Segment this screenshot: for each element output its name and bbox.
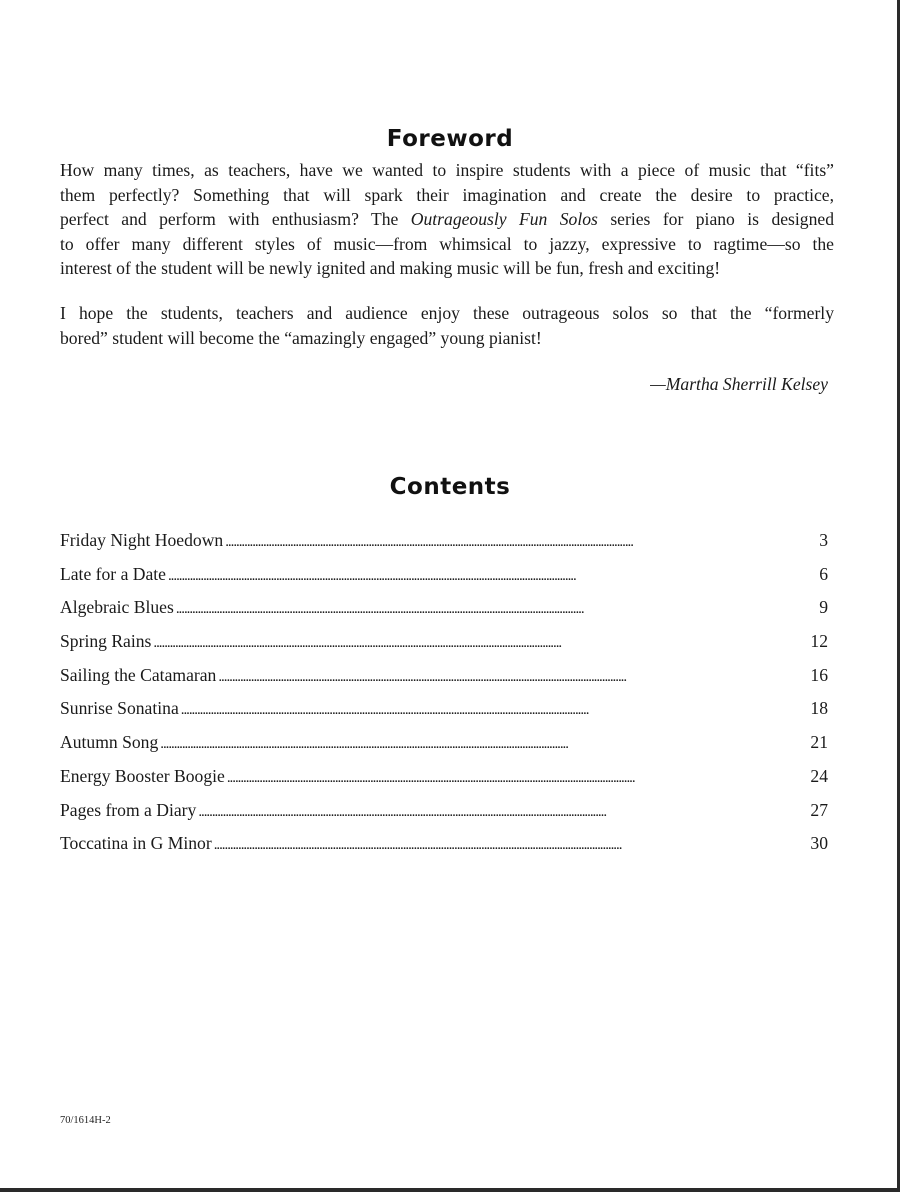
toc-entry-algebraic-blues[interactable] [60, 597, 828, 631]
foreword-heading: Foreword [386, 126, 514, 152]
foreword-signature: —Martha Sherrill Kelsey [650, 374, 828, 394]
foreword-p1-line-4: to offer many different styles of music—from whimsical to jazzy, expressive to ragtime—so the [60, 233, 834, 254]
toc-dot-leader [181, 698, 809, 719]
toc-entry-title: Sunrise Sonatina [60, 698, 179, 719]
toc-entry-title: Energy Booster Boogie [60, 765, 225, 786]
page-edge-bottom [0, 1188, 900, 1192]
toc-dot-leader [198, 800, 808, 821]
toc-dot-leader [218, 665, 808, 686]
toc-entry-page: 16 [810, 664, 828, 685]
foreword-p2-line-2: bored” student will become the “amazingly engaged” young pianist! [60, 327, 542, 348]
toc-entry-sunrise-sonatina[interactable] [60, 698, 828, 732]
toc-entry-page: 27 [810, 799, 828, 820]
toc-entry-sailing-the-catamaran[interactable] [60, 665, 828, 699]
toc-entry-page: 6 [819, 563, 828, 584]
toc-entry-page: 12 [810, 631, 828, 652]
foreword-p1-line-3 [60, 207, 834, 232]
toc-entry-title: Algebraic Blues [60, 597, 174, 618]
toc-entry-spring-rains[interactable] [60, 631, 828, 665]
foreword-paragraph-1 [60, 158, 834, 281]
toc-entry-page: 18 [810, 698, 828, 719]
toc-entry-title: Pages from a Diary [60, 799, 197, 820]
toc-dot-leader [153, 631, 808, 652]
foreword-p2-line-1: I hope the students, teachers and audience enjoy these outrageous solos so that the “formerly [60, 303, 834, 323]
toc-entry-friday-night-hoedown[interactable] [60, 530, 828, 564]
toc-dot-leader [160, 732, 808, 753]
toc-entry-late-for-a-date[interactable] [60, 564, 828, 598]
foreword-p1-line-3-tail: series for piano is designed [597, 209, 834, 230]
foreword-p1-line-1: How many times, as teachers, have we wanted to inspire students with a piece of music that “fits” [60, 160, 834, 180]
toc-entry-title: Late for a Date [60, 563, 166, 584]
toc-entry-title: Spring Rains [60, 631, 152, 652]
toc-entry-title: Toccatina in G Minor [60, 833, 212, 854]
toc-entry-energy-booster-boogie[interactable] [60, 766, 828, 800]
catalog-code: 70/1614H-2 [60, 1115, 111, 1126]
toc-entry-page: 24 [810, 765, 828, 786]
toc-entry-page: 30 [810, 833, 828, 854]
foreword-p1-line-5: interest of the student will be newly ignited and making music will be fun, fresh and exciting! [60, 258, 721, 279]
toc-entry-title: Autumn Song [60, 732, 159, 753]
foreword-p1-line-3-head: perfect and perform with enthusiasm? The [60, 209, 411, 230]
toc-dot-leader [225, 530, 816, 551]
contents-heading: Contents [389, 474, 511, 500]
toc-entry-page: 21 [810, 732, 828, 753]
foreword-paragraph-2 [60, 301, 834, 350]
toc-entry-toccatina-in-g-minor[interactable] [60, 833, 828, 867]
foreword-p1-line-2: them perfectly? Something that will spark their imagination and create the desire to practice, [60, 184, 834, 205]
toc-entry-title: Friday Night Hoedown [60, 530, 224, 550]
toc-entry-pages-from-a-diary[interactable] [60, 800, 828, 834]
toc-dot-leader [227, 766, 809, 787]
toc-entry-autumn-song[interactable] [60, 732, 828, 766]
series-title: Outrageously Fun Solos [410, 209, 598, 230]
toc-dot-leader [168, 564, 816, 585]
toc-dot-leader [176, 597, 816, 618]
table-of-contents [60, 530, 828, 867]
toc-dot-leader [214, 833, 809, 854]
toc-entry-page: 9 [819, 597, 828, 618]
toc-entry-title: Sailing the Catamaran [60, 664, 217, 685]
toc-entry-page: 3 [819, 530, 828, 550]
